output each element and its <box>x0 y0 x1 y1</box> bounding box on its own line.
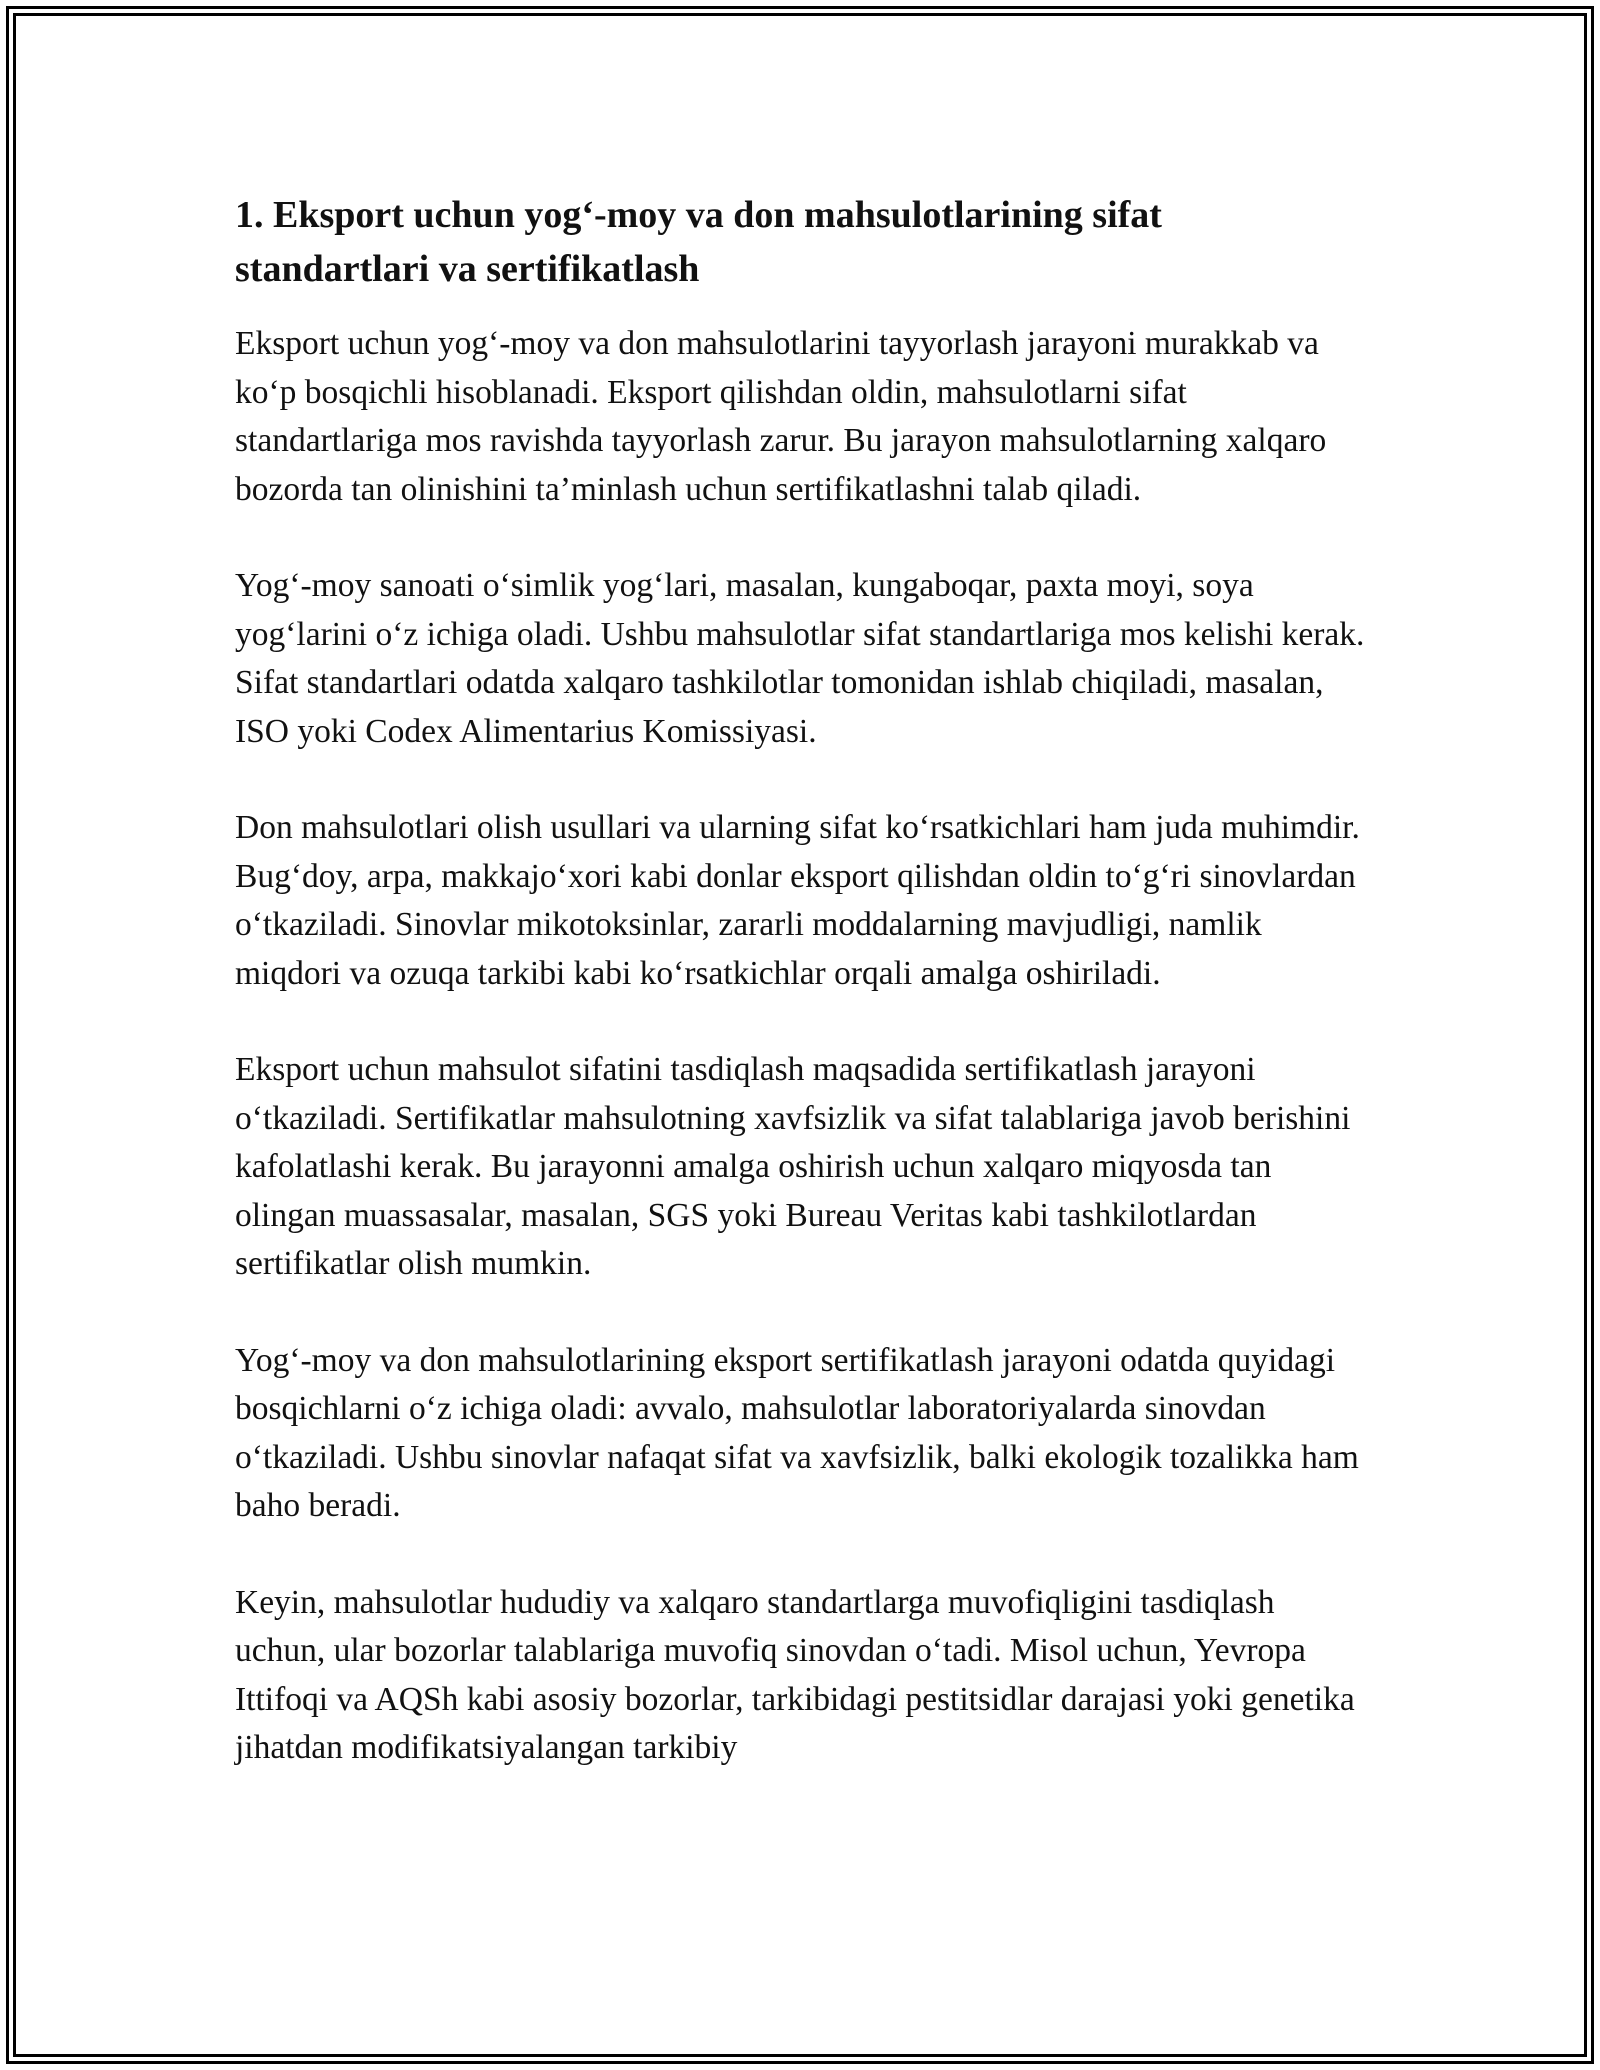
paragraph-3: Don mahsulotlari olish usullari va ularning sifat ko‘rsatkichlari ham juda muhimdir. Bug‘doy, arpa, makkajo‘xori kabi donlar eksport qilishdan oldin to‘g‘ri sinovlardan o‘tkaziladi. Sinovlar mikotoksinlar, zararli moddalarning mavjudligi, namlik miqdori va ozuqa tarkibi kabi ko‘rsatkichlar orqali amalga oshiriladi. <box>235 809 1360 992</box>
paragraph-4: Eksport uchun mahsulot sifatini tasdiqlash maqsadida sertifikatlash jarayoni o‘tkaziladi. Sertifikatlar mahsulotning xavfsizlik va sifat talablariga javob berishini kafolatlashi kerak. Bu jarayonni amalga oshirish uchun xalqaro miqyosda tan olingan muassasalar, masalan, SGS yoki Bureau Veritas kabi tashkilotlardan sertifikatlar olish mumkin. <box>235 1051 1351 1282</box>
paragraph-list <box>235 320 1365 1773</box>
document-body <box>235 188 1365 1773</box>
paragraph-6: Keyin, mahsulotlar hududiy va xalqaro standartlarga muvofiqligini tasdiqlash uchun, ular bozorlar talablariga muvofiq sinovdan o‘tadi. Misol uchun, Yevropa Ittifoqi va AQSh kabi asosiy bozorlar, tarkibidagi pestitsidlar darajasi yoki genetika jihatdan modifikatsiyalangan tarkibiy <box>235 1583 1355 1766</box>
paragraph-1: Eksport uchun yog‘-moy va don mahsulotlarini tayyorlash jarayoni murakkab va ko‘p bosqichli hisoblanadi. Eksport qilishdan oldin, mahsulotlarni sifat standartlariga mos ravishda tayyorlash zarur. Bu jarayon mahsulotlarning xalqaro bozorda tan olinishini ta’minlash uchun sertifikatlashni talab qiladi. <box>235 325 1327 508</box>
section-heading: 1. Eksport uchun yog‘-moy va don mahsulotlarining sifat standartlari va sertifikatlash <box>235 194 1162 290</box>
paragraph-5: Yog‘-moy va don mahsulotlarining eksport sertifikatlash jarayoni odatda quyidagi bosqichlarni o‘z ichiga oladi: avvalo, mahsulotlar laboratoriyalarda sinovdan o‘tkaziladi. Ushbu sinovlar nafaqat sifat va xavfsizlik, balki ekologik tozalikka ham baho beradi. <box>235 1341 1359 1524</box>
paragraph-2: Yog‘-moy sanoati o‘simlik yog‘lari, masalan, kungaboqar, paxta moyi, soya yog‘larini o‘z ichiga oladi. Ushbu mahsulotlar sifat standartlariga mos kelishi kerak. Sifat standartlari odatda xalqaro tashkilotlar tomonidan ishlab chiqiladi, masalan, ISO yoki Codex Alimentarius Komissiyasi. <box>235 567 1365 750</box>
